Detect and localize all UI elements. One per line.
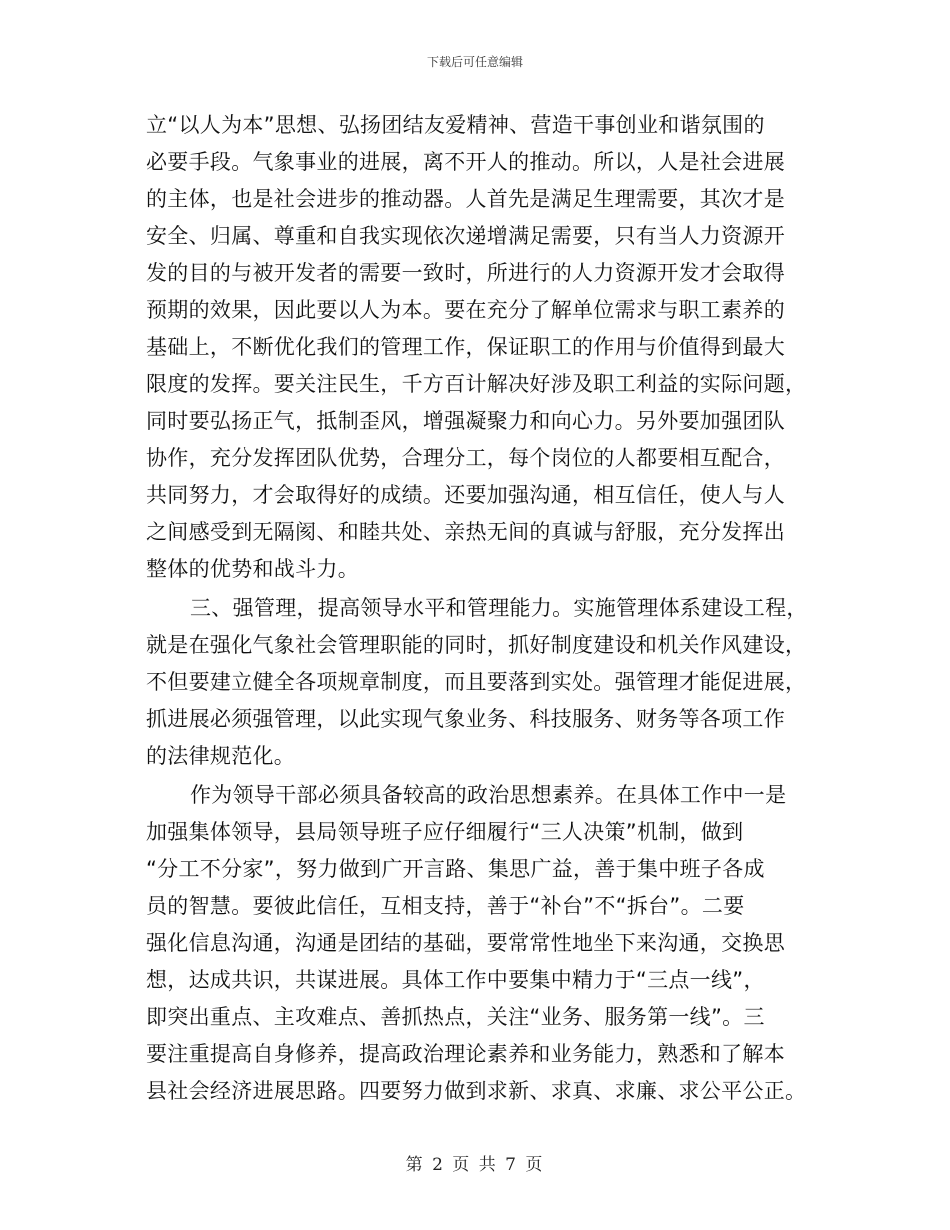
text-line: 加强集体领导，县局领导班子应仔细履行“三人决策”机制，做到 xyxy=(146,820,744,844)
document-body xyxy=(146,107,806,1110)
paragraph-3 xyxy=(146,777,806,1110)
text-line: 员的智慧。要彼此信任，互相支持，善于“补台”不“拆台”。二要 xyxy=(146,894,745,918)
text-line: 就是在强化气象社会管理职能的同时，抓好制度建设和机关作风建设， xyxy=(146,633,807,657)
text-line: 共同努力，才会取得好的成绩。还要加强沟通，相互信任，使人与人 xyxy=(146,483,785,507)
text-line: 同时要弘扬正气，抵制歪风，增强凝聚力和向心力。另外要加强团队 xyxy=(146,409,785,433)
text-line: 之间感受到无隔阂、和睦共处、亲热无间的真诚与舒服，充分发挥出 xyxy=(146,520,785,544)
text-line: 发的目的与被开发者的需要一致时，所进行的人力资源开发才会取得 xyxy=(146,261,785,285)
text-line: 的法律规范化。 xyxy=(146,744,296,768)
text-line: 县社会经济进展思路。四要努力做到求新、求真、求廉、求公平公正。 xyxy=(146,1079,807,1103)
text-line: 抓进展必须强管理，以此实现气象业务、科技服务、财务等各项工作 xyxy=(146,707,785,731)
text-line: 想，达成共识，共谋进展。具体工作中要集中精力于“三点一线”， xyxy=(146,968,765,992)
text-line: 作为领导干部必须具备较高的政治思想素养。在具体工作中一是 xyxy=(190,783,787,807)
paragraph-2 xyxy=(146,590,806,775)
text-line: 必要手段。气象事业的进展，离不开人的推动。所以，人是社会进展 xyxy=(146,150,785,174)
text-line: 即突出重点、主攻难点、善抓热点，关注“业务、服务第一线”。三 xyxy=(146,1005,765,1029)
text-line: 整体的优势和战斗力。 xyxy=(146,557,359,581)
text-line: 要注重提高自身修养，提高政治理论素养和业务能力，熟悉和了解本 xyxy=(146,1042,785,1066)
text-line: 强化信息沟通，沟通是团结的基础，要常常性地坐下来沟通，交换思 xyxy=(146,931,785,955)
text-line: 立“以人为本”思想、弘扬团结友爱精神、营造干事创业和谐氛围的 xyxy=(146,113,765,137)
text-line: 不但要建立健全各项规章制度，而且要落到实处。强管理才能促进展， xyxy=(146,670,807,694)
text-line: 安全、归属、尊重和自我实现依次递增满足需要，只有当人力资源开 xyxy=(146,224,785,248)
text-line: 预期的效果，因此要以人为本。要在充分了解单位需求与职工素养的 xyxy=(146,298,785,322)
page-header: 下载后可任意编辑 xyxy=(426,55,523,69)
text-line: 三、强管理，提高领导水平和管理能力。实施管理体系建设工程， xyxy=(190,596,808,620)
text-line: 的主体，也是社会进步的推动器。人首先是满足生理需要，其次才是 xyxy=(146,187,785,211)
text-line: 基础上，不断优化我们的管理工作，保证职工的作用与价值得到最大 xyxy=(146,335,785,359)
text-line: “分工不分家”，努力做到广开言路、集思广益，善于集中班子各成 xyxy=(146,857,765,881)
paragraph-1 xyxy=(146,107,806,588)
page-number: 第 2 页 共 7 页 xyxy=(405,1155,545,1175)
text-line: 限度的发挥。要关注民生，千方百计解决好涉及职工利益的实际问题， xyxy=(146,372,807,396)
text-line: 协作，充分发挥团队优势，合理分工，每个岗位的人都要相互配合， xyxy=(146,446,785,470)
